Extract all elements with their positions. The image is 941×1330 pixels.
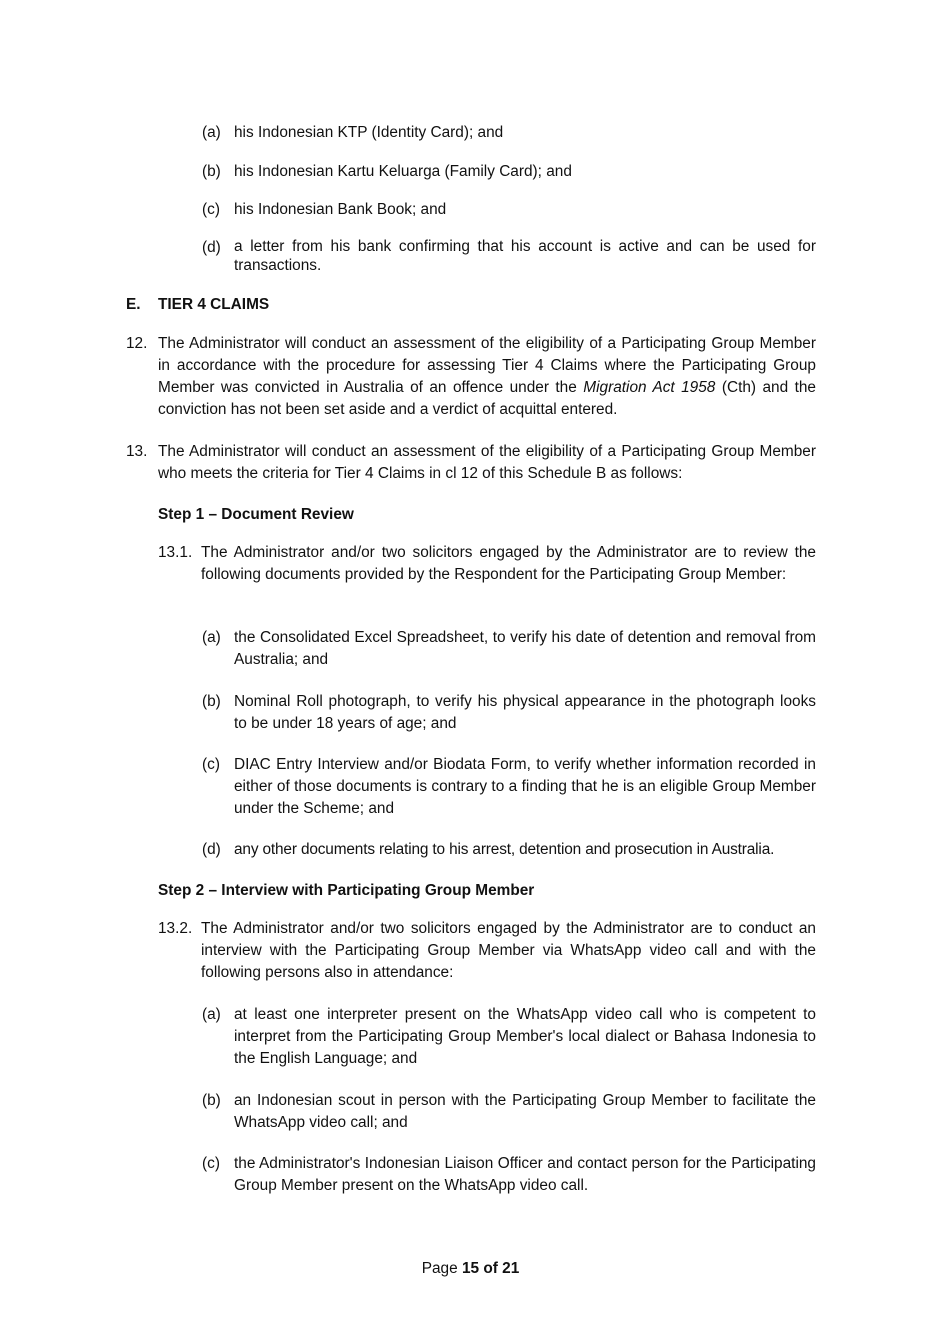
para-number-12: 12. [126, 335, 148, 352]
list-label-a: (a) [202, 629, 221, 646]
list-label-b: (b) [202, 163, 221, 180]
para-13: The Administrator will conduct an assessment of the eligibility of a Participating Group Member who meets the criteria for Tier 4 Claims in cl 12 of this Schedule B as follows: [158, 443, 816, 482]
page-number [0, 1258, 941, 1280]
list-item-liaison-officer: the Administrator's Indonesian Liaison Officer and contact person for the Participating Group Member present on the WhatsApp video call. [234, 1155, 816, 1194]
list-label-b: (b) [202, 693, 221, 710]
list-item-interpreter: at least one interpreter present on the WhatsApp video call who is competent to interpret from the Participating Group Member's local dialect or Bahasa Indonesia to the English Language; and [234, 1006, 816, 1067]
list-item-spreadsheet: the Consolidated Excel Spreadsheet, to verify his date of detention and removal from Australia; and [234, 629, 816, 668]
page-current: 15 [461, 1260, 480, 1277]
list-item-bank-letter: a letter from his bank confirming that his account is active and can be used for transactions. [234, 238, 816, 274]
para-12-text-after: (Cth) and the conviction has not been set aside and a verdict of acquittal entered. [158, 379, 816, 418]
step-1-heading: Step 1 – Document Review [158, 506, 354, 523]
para-13-2: The Administrator and/or two solicitors engaged by the Administrator are to conduct an interview with the Participating Group Member via WhatsApp video call and with the following persons also in attendance: [201, 920, 816, 981]
list-label-b: (b) [202, 1092, 221, 1109]
list-label-d: (d) [202, 841, 221, 858]
para-12-text-before: The Administrator will conduct an assessment of the eligibility of a Participating Group Member in accordance with the procedure for assessing Tier 4 Claims where the Participating Group Member was convicted in Australia of an offence under the [158, 335, 816, 396]
list-item-ktp: his Indonesian KTP (Identity Card); and [234, 124, 504, 141]
list-label-c: (c) [202, 756, 220, 773]
list-item-bank-book: his Indonesian Bank Book; and [234, 201, 447, 218]
page-total: 21 [502, 1260, 520, 1277]
para-12 [158, 333, 816, 421]
para-number-13-1: 13.1. [158, 544, 193, 561]
para-number-13: 13. [126, 443, 148, 460]
section-heading: TIER 4 CLAIMS [158, 296, 270, 313]
list-label-c: (c) [202, 201, 220, 218]
step-2-heading: Step 2 – Interview with Participating Group Member [158, 882, 535, 899]
list-item-family-card: his Indonesian Kartu Keluarga (Family Card); and [234, 163, 572, 180]
act-name: Migration Act 1958 [583, 379, 716, 396]
para-13-1: The Administrator and/or two solicitors engaged by the Administrator are to review the following documents provided by the Respondent for the Participating Group Member: [201, 544, 816, 583]
list-label-a: (a) [202, 124, 221, 141]
page-prefix: Page [421, 1260, 462, 1277]
page-of: of [479, 1260, 503, 1277]
section-letter: E. [126, 296, 141, 313]
list-item-nominal-roll: Nominal Roll photograph, to verify his physical appearance in the photograph looks to be under 18 years of age; and [234, 693, 816, 732]
list-label-c: (c) [202, 1155, 220, 1172]
list-item-other-documents: any other documents relating to his arrest, detention and prosecution in Australia. [234, 841, 775, 858]
list-label-a: (a) [202, 1006, 221, 1023]
para-number-13-2: 13.2. [158, 920, 193, 937]
list-item-diac-form: DIAC Entry Interview and/or Biodata Form, to verify whether information recorded in either of those documents is contrary to a finding that he is an eligible Group Member under the Scheme; and [234, 756, 816, 817]
list-item-scout: an Indonesian scout in person with the Participating Group Member to facilitate the WhatsApp video call; and [234, 1092, 816, 1131]
list-label-d: (d) [202, 239, 221, 256]
